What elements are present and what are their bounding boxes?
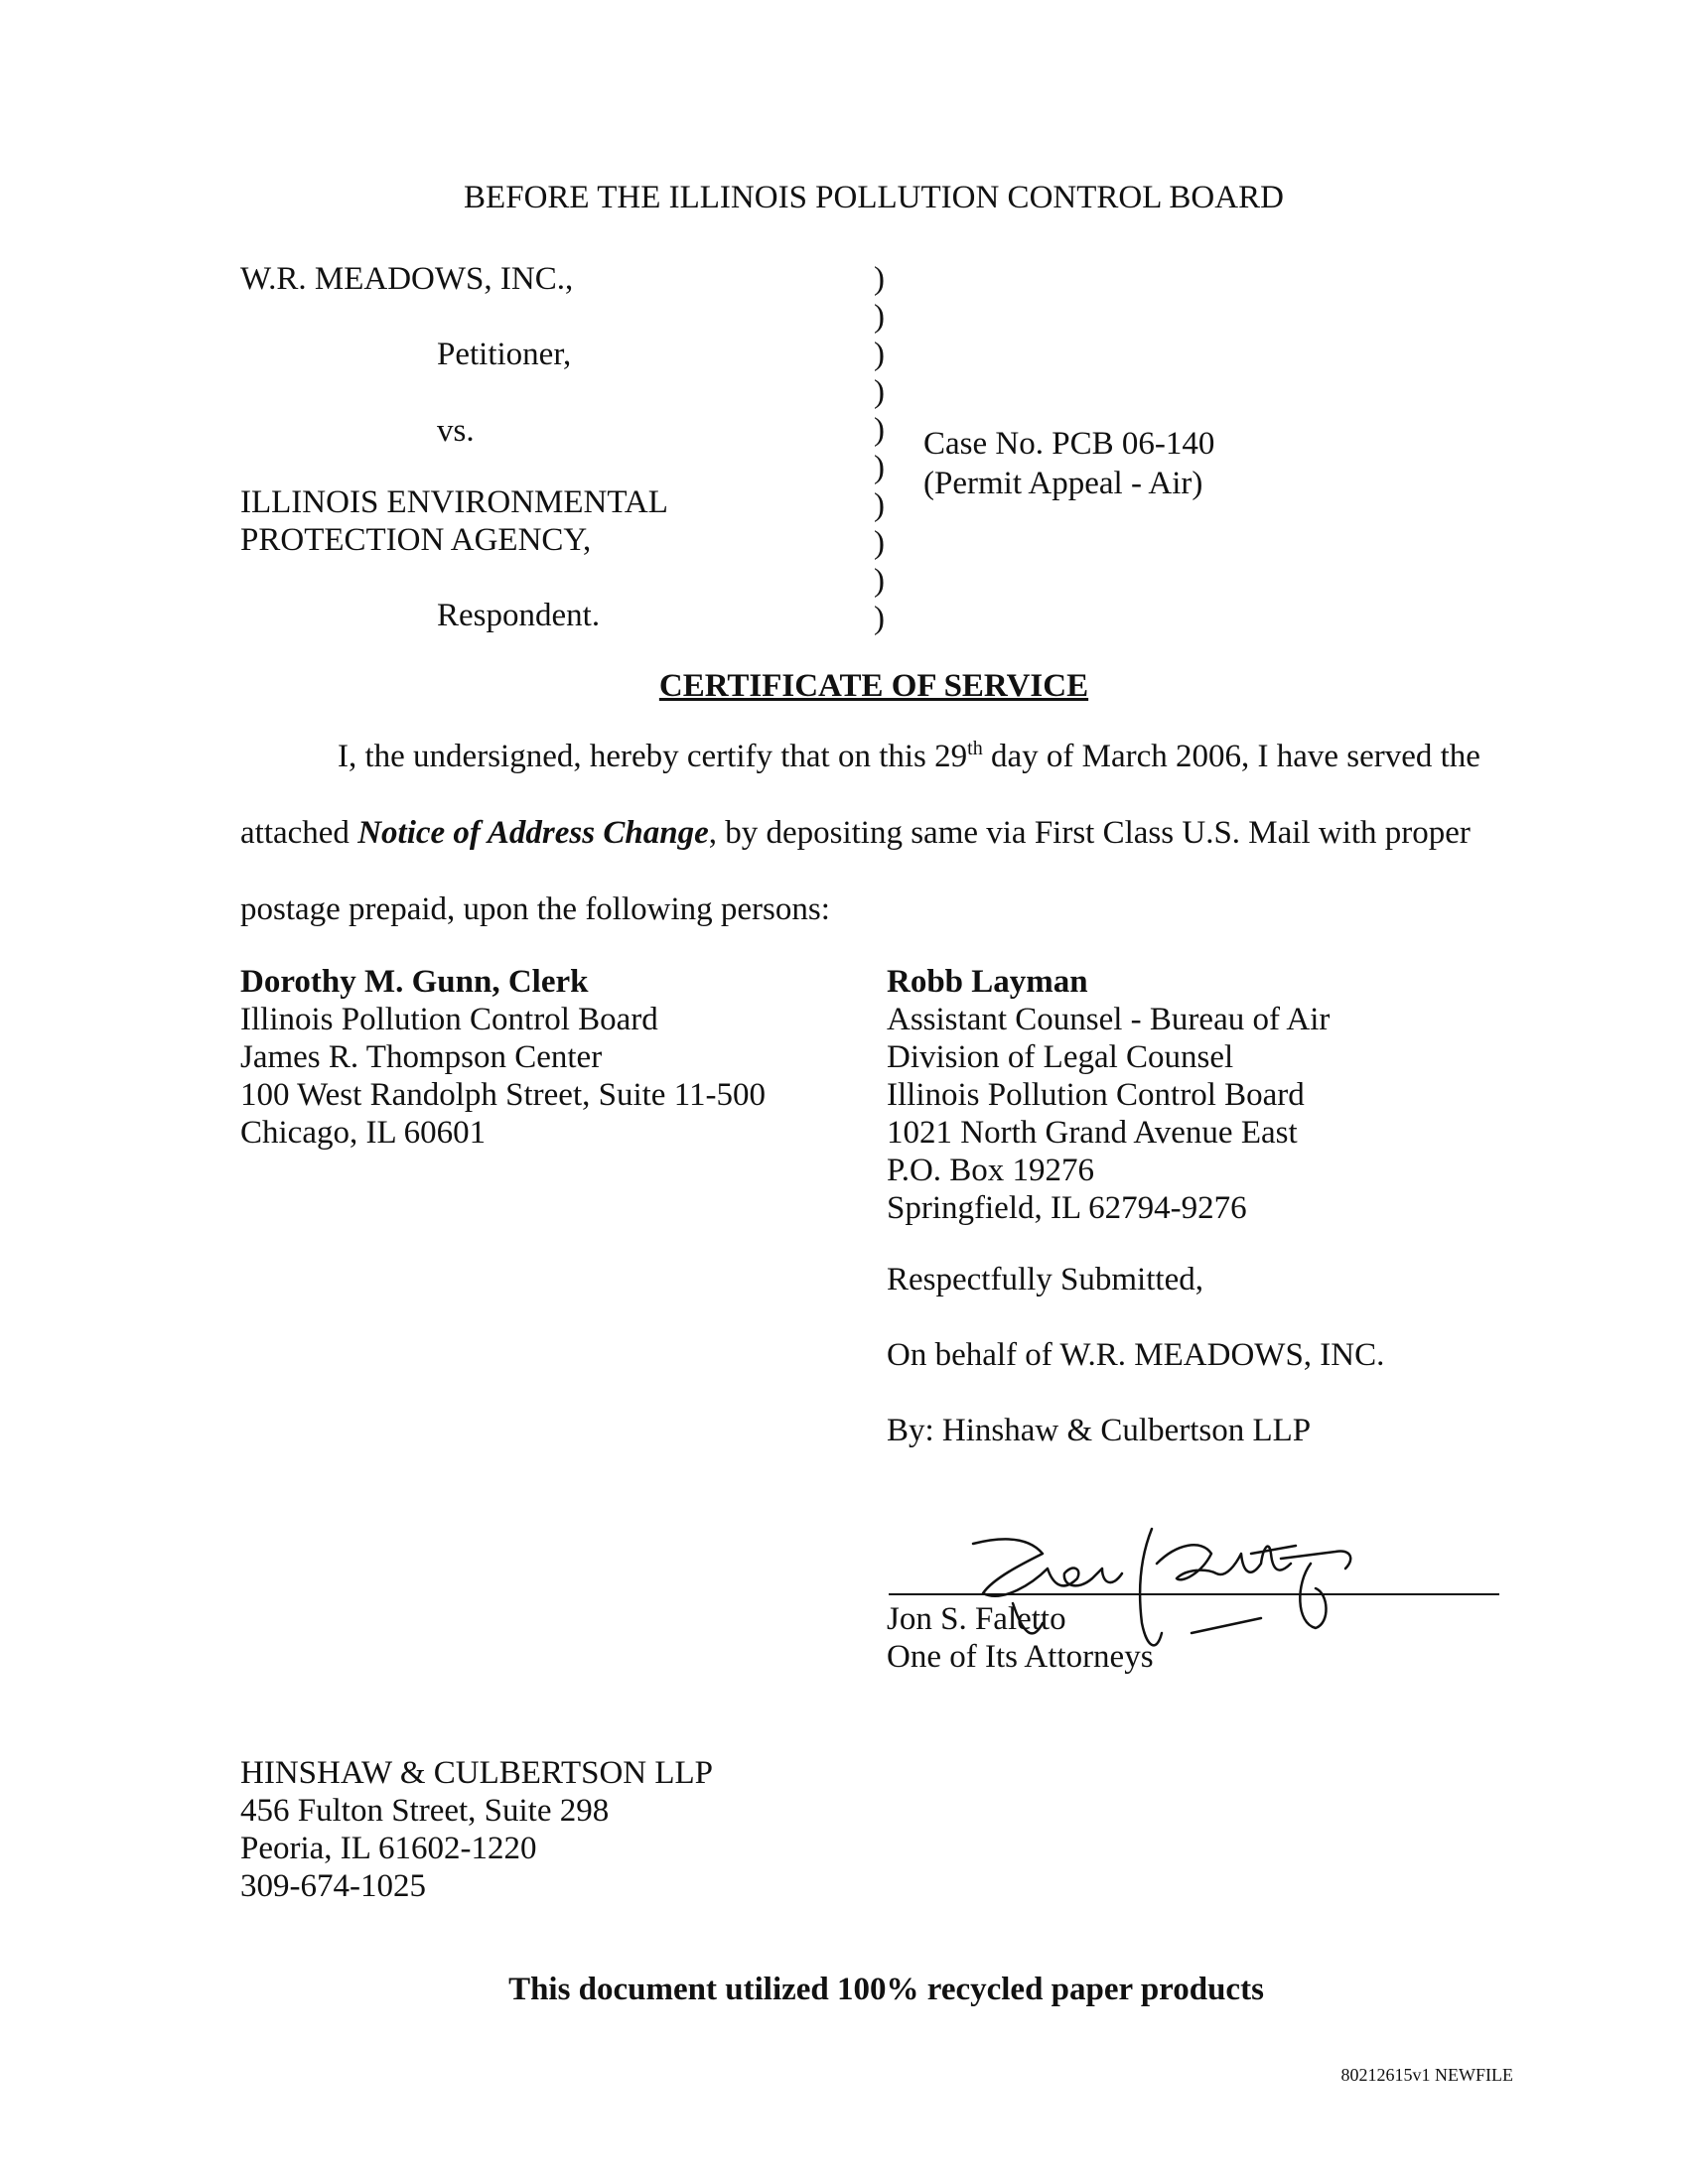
ordinal-suffix: th [967,738,983,759]
signer-title: One of Its Attorneys [887,1639,1154,1675]
firm-phone: 309-674-1025 [240,1868,426,1904]
versus-label: vs. [437,413,475,449]
case-number: Case No. PCB 06-140 [923,426,1215,462]
address-line: Chicago, IL 60601 [240,1115,487,1151]
respondent-name-line1: ILLINOIS ENVIRONMENTAL [240,484,668,520]
recipient-name: Robb Layman [887,964,1088,1000]
on-behalf-of: On behalf of W.R. MEADOWS, INC. [887,1337,1385,1373]
respondent-name-line2: PROTECTION AGENCY, [240,522,592,558]
certificate-line-3: postage prepaid, upon the following persons: [240,891,830,927]
address-line: Illinois Pollution Control Board [240,1002,658,1037]
paren: ) [874,261,885,297]
firm-street: 456 Fulton Street, Suite 298 [240,1793,610,1829]
address-line: Assistant Counsel - Bureau of Air [887,1002,1331,1037]
petitioner-name: W.R. MEADOWS, INC., [240,261,574,297]
address-line: Illinois Pollution Control Board [887,1077,1305,1113]
paren: ) [874,337,885,372]
certificate-line-2-start: attached [240,815,358,851]
paren: ) [874,563,885,599]
paren: ) [874,299,885,335]
certificate-title: CERTIFICATE OF SERVICE [658,668,1089,704]
address-line: Division of Legal Counsel [887,1039,1234,1075]
paren: ) [874,412,885,448]
certificate-line-1-end: day of March 2006, I have served the [982,739,1480,774]
paren: ) [874,450,885,485]
firm-name: HINSHAW & CULBERTSON LLP [240,1755,714,1791]
address-line: 1021 North Grand Avenue East [887,1115,1298,1151]
signature-line [889,1593,1499,1595]
respectfully-submitted: Respectfully Submitted, [887,1262,1203,1297]
recycled-notice: This document utilized 100% recycled paper products [508,1972,1264,2007]
signer-name: Jon S. Faletto [887,1601,1066,1637]
recipient-name: Dorothy M. Gunn, Clerk [240,964,589,1000]
certificate-line-1-start: I, the undersigned, hereby certify that on this 29 [338,739,968,774]
address-line: P.O. Box 19276 [887,1153,1095,1188]
paren: ) [874,601,885,636]
address-line: Springfield, IL 62794-9276 [887,1190,1247,1226]
certificate-line-2 [240,814,1471,852]
respondent-role: Respondent. [437,598,601,633]
certificate-line-1 [338,738,1480,775]
address-line: 100 West Randolph Street, Suite 11-500 [240,1077,766,1113]
notice-title: Notice of Address Change [357,815,709,851]
firm-city: Peoria, IL 61602-1220 [240,1831,537,1866]
paren: ) [874,525,885,561]
address-line: James R. Thompson Center [240,1039,603,1075]
document-id: 80212615v1 NEWFILE [1340,2065,1513,2085]
court-heading: BEFORE THE ILLINOIS POLLUTION CONTROL BOARD [464,180,1284,215]
paren: ) [874,374,885,410]
petitioner-role: Petitioner, [437,337,572,372]
by-firm: By: Hinshaw & Culbertson LLP [887,1413,1312,1448]
certificate-line-2-end: , by depositing same via First Class U.S. Mail with proper [708,815,1471,851]
case-type: (Permit Appeal - Air) [923,466,1203,501]
paren: ) [874,487,885,523]
